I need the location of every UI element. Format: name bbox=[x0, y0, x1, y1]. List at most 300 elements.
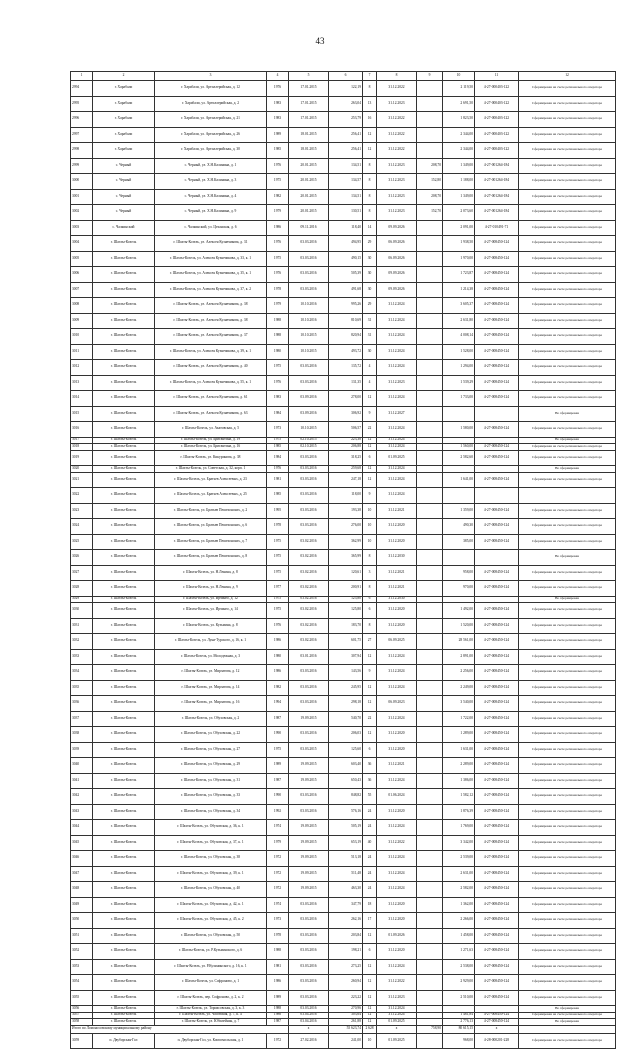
table-row bbox=[71, 406, 616, 422]
cell-area: 270,96 bbox=[329, 1006, 363, 1013]
cell-addr: г. Шахты-Козель, ул. Братьев Пешехонских, д. 8 bbox=[155, 550, 267, 566]
cell-yr: 1979 bbox=[267, 835, 289, 851]
cell-area: 125,60 bbox=[329, 742, 363, 758]
cell-n: 3029 bbox=[71, 596, 93, 603]
cell-loc: г. Шахты-Козель bbox=[93, 618, 155, 634]
column-header: 7 bbox=[363, 72, 377, 81]
cell-n: 3011 bbox=[71, 344, 93, 360]
cell-code: 4-27-008450-124 bbox=[475, 422, 519, 438]
cell-c7: 12 bbox=[363, 143, 377, 159]
cell-addr: г. Шахты-Козель, ул. Алексея Кузнечикова, д. 39, к. 1 bbox=[155, 344, 267, 360]
cell-loc: г. Харабали bbox=[93, 127, 155, 143]
cell-c7: 12 bbox=[363, 696, 377, 712]
cell-c9 bbox=[417, 944, 443, 960]
cell-d1: 09.11.2016 bbox=[289, 220, 329, 236]
cell-d1: 03.03.2016 bbox=[289, 519, 329, 535]
cell-d1: 10.10.2015 bbox=[289, 344, 329, 360]
cell-d2: 31.12.2022 bbox=[377, 127, 417, 143]
cell-c9 bbox=[417, 665, 443, 681]
cell-area: 273,25 bbox=[329, 959, 363, 975]
cell-n: 3046 bbox=[71, 851, 93, 867]
cell-area: 505,39 bbox=[329, 267, 363, 283]
cell-d1: 03.04.2016 bbox=[289, 1019, 329, 1026]
table-row bbox=[71, 773, 616, 789]
cell-loc: г. Шахты-Козель bbox=[93, 835, 155, 851]
cell-d2: 31.12.2024 bbox=[377, 882, 417, 898]
cell-type: Сформирован на счете регионального оператора bbox=[519, 267, 616, 283]
cell-d1: 03.03.2016 bbox=[289, 789, 329, 805]
cell-area: 540,70 bbox=[329, 711, 363, 727]
cell-code: 4-27-008450-124 bbox=[475, 820, 519, 836]
cell-c9 bbox=[417, 711, 443, 727]
cell-sum: 2 249,00 bbox=[443, 680, 475, 696]
table-row bbox=[71, 581, 616, 597]
cell-code bbox=[475, 406, 519, 422]
cell-sum: 28 561,00 bbox=[443, 634, 475, 650]
cell-yr: 1987 bbox=[267, 1019, 289, 1026]
cell-code: 4-27-000403-122 bbox=[475, 143, 519, 159]
cell-addr: г. Шахты-Козель, ул. Обуховская, д. 39, к. 1 bbox=[155, 866, 267, 882]
cell-d1: 03.03.2016 bbox=[289, 472, 329, 488]
cell-code: 4-27-008450-124 bbox=[475, 375, 519, 391]
cell-sum: 1 938,50 bbox=[443, 236, 475, 252]
cell-code: 4-27-008450-124 bbox=[475, 444, 519, 451]
cell-c7: 12 bbox=[363, 1019, 377, 1026]
cell-addr: г. Шахты-Козель, ул. Обуховская, д. 42, к. 1 bbox=[155, 897, 267, 913]
cell-d2: 31.12.2024 bbox=[377, 329, 417, 345]
cell-c7: 9 bbox=[363, 406, 377, 422]
cell-n: 3054 bbox=[71, 975, 93, 991]
cell-c9 bbox=[417, 913, 443, 929]
cell-addr: г. Шахты-Козель, ул. Алексея Кузнечикова, д. 31 bbox=[155, 236, 267, 252]
cell-sum: 1 733,00 bbox=[443, 391, 475, 407]
cell-d2: 09.09.2026 bbox=[377, 220, 417, 236]
cell-d2: 31.12.2020 bbox=[377, 742, 417, 758]
cell-n: 3001 bbox=[71, 189, 93, 205]
cell-area: 820,94 bbox=[329, 329, 363, 345]
table-header bbox=[71, 72, 616, 81]
cell-type: Не сформирован bbox=[519, 406, 616, 422]
table-row bbox=[71, 820, 616, 836]
cell-loc: г. Шахты-Козель bbox=[93, 550, 155, 566]
cell-loc: г. Шахты-Козель bbox=[93, 503, 155, 519]
cell-yr: 1995 bbox=[267, 503, 289, 519]
cell-type: Сформирован на счете регионального оператора bbox=[519, 298, 616, 314]
cell-addr: г. Шахты-Козель, ул. Софроново, д. 1 bbox=[155, 975, 267, 991]
cell-addr: г. Шахты-Козель, ул. Обуховская, д. 50 bbox=[155, 928, 267, 944]
cell-addr: г. Шахты-Козель, ул. Обуховская, д. 45, к. 2 bbox=[155, 913, 267, 929]
column-header: 10 bbox=[443, 72, 475, 81]
cell-c7: 24 bbox=[363, 804, 377, 820]
cell-d1: 03.02.2016 bbox=[289, 581, 329, 597]
cell-code: 4-27-008450-124 bbox=[475, 649, 519, 665]
cell-sum: 1 458,00 bbox=[443, 928, 475, 944]
cell-area: 200,91 bbox=[329, 581, 363, 597]
table-row bbox=[71, 329, 616, 345]
cell-d1: 03.04.2016 bbox=[289, 1012, 329, 1019]
page-number: 43 bbox=[315, 36, 325, 46]
cell-n: 3031 bbox=[71, 618, 93, 634]
cell-addr: г. Шахты-Козель, ул. Обуховская, д. 29 bbox=[155, 758, 267, 774]
cell-d1: 03.03.2016 bbox=[289, 680, 329, 696]
cell-c9 bbox=[417, 742, 443, 758]
cell-c9 bbox=[417, 127, 443, 143]
cell-type: Сформирован на счете регионального оператора bbox=[519, 835, 616, 851]
cell-area: 261,88 bbox=[329, 1019, 363, 1026]
cell-type: Сформирован на счете регионального оператора bbox=[519, 329, 616, 345]
cell-code: 4-27-001264-184 bbox=[475, 158, 519, 174]
cell-code: 4-27-008450-124 bbox=[475, 344, 519, 360]
cell-code: 4-27-008450-124 bbox=[475, 897, 519, 913]
cell-sum: 968,00 bbox=[443, 1033, 475, 1049]
cell-d1: 03.03.2016 bbox=[289, 897, 329, 913]
cell-c7: 12 bbox=[363, 680, 377, 696]
cell-c9 bbox=[417, 649, 443, 665]
cell-addr: г. Шахты-Козель, ул. Р.Кузьминского, д. 6 bbox=[155, 944, 267, 960]
cell-sum bbox=[443, 406, 475, 422]
cell-area: 206,03 bbox=[329, 727, 363, 743]
cell-d1: 20.01.2015 bbox=[289, 158, 329, 174]
cell-area: 298,18 bbox=[329, 696, 363, 712]
cell-loc: г. Харабали bbox=[93, 143, 155, 159]
cell-c7: 30 bbox=[363, 251, 377, 267]
table-row bbox=[71, 665, 616, 681]
cell-addr: г. Шахты-Козель, ул. Обуховская, д. 36, к. 1 bbox=[155, 820, 267, 836]
cell-d2: 31.12.2023 bbox=[377, 990, 417, 1006]
cell-area: 491,68 bbox=[329, 282, 363, 298]
cell-type: Сформирован на счете регионального оператора bbox=[519, 990, 616, 1006]
cell-addr: г. Харабали, ул. Артиллерийская, д. 2 bbox=[155, 96, 267, 112]
cell-area: 135,72 bbox=[329, 360, 363, 376]
cell-area: 493,72 bbox=[329, 344, 363, 360]
table-row bbox=[71, 251, 616, 267]
cell-c7: 8 bbox=[363, 618, 377, 634]
cell-d1: 19.09.2015 bbox=[289, 851, 329, 867]
cell-yr: 1986 bbox=[267, 634, 289, 650]
table-row bbox=[71, 680, 616, 696]
cell-yr: 1976 bbox=[267, 158, 289, 174]
cell-sum: 2 582,60 bbox=[443, 450, 475, 466]
cell-type: Сформирован на счете регионального оператора bbox=[519, 422, 616, 438]
cell-yr: 1975 bbox=[267, 565, 289, 581]
cell-area: 601,75 bbox=[329, 634, 363, 650]
cell-addr: п. Двуборская-Гол, ул. Комсомольская, д. 1 bbox=[155, 1033, 267, 1049]
cell-yr: 1988 bbox=[267, 944, 289, 960]
cell-c9 bbox=[417, 313, 443, 329]
cell-c7: 36 bbox=[363, 773, 377, 789]
cell-addr: г. Шахты-Козель, ул. Братьев Пешехонских, д. 2 bbox=[155, 503, 267, 519]
cell-d1: 03.02.2016 bbox=[289, 550, 329, 566]
total-empty bbox=[519, 1025, 616, 1033]
table-row bbox=[71, 375, 616, 391]
cell-c9 bbox=[417, 503, 443, 519]
cell-c7: 10 bbox=[363, 519, 377, 535]
cell-addr: г. Шахты-Козель, ул. Алексея Кузнечикова, д. 35, к. 1 bbox=[155, 267, 267, 283]
table-row bbox=[71, 360, 616, 376]
cell-loc: г. Шахты-Козель bbox=[93, 742, 155, 758]
cell-yr: 1980 bbox=[267, 649, 289, 665]
cell-c7: 31 bbox=[363, 329, 377, 345]
cell-sum: 2 510,00 bbox=[443, 990, 475, 1006]
cell-c7: 12 bbox=[363, 466, 377, 473]
cell-d2: 31.12.2021 bbox=[377, 758, 417, 774]
cell-n: 3023 bbox=[71, 503, 93, 519]
cell-code: 4-27-008450-124 bbox=[475, 851, 519, 867]
cell-c9: 152,80 bbox=[417, 174, 443, 190]
cell-c7: 22 bbox=[363, 711, 377, 727]
cell-code: 4-28-000201-228 bbox=[475, 1033, 519, 1049]
cell-n: 3002 bbox=[71, 205, 93, 221]
cell-sum: 1 386,00 bbox=[443, 773, 475, 789]
cell-yr: 1989 bbox=[267, 758, 289, 774]
cell-code: 4-27-000403-122 bbox=[475, 112, 519, 128]
cell-loc: с. Черный bbox=[93, 174, 155, 190]
cell-code: 4-27-008450-124 bbox=[475, 990, 519, 1006]
cell-sum: 1 461,84 bbox=[443, 1012, 475, 1019]
cell-yr: 1987 bbox=[267, 773, 289, 789]
table-row bbox=[71, 534, 616, 550]
cell-area: 259,68 bbox=[329, 466, 363, 473]
cell-n: 3040 bbox=[71, 758, 93, 774]
cell-d2: 06.09.2026 bbox=[377, 236, 417, 252]
cell-n: 3045 bbox=[71, 835, 93, 851]
cell-type: Сформирован на счете регионального оператора bbox=[519, 205, 616, 221]
cell-yr: 1981 bbox=[267, 472, 289, 488]
cell-d2: 01.09.2026 bbox=[377, 928, 417, 944]
cell-loc: г. Шахты-Козель bbox=[93, 251, 155, 267]
column-header: 1 bbox=[71, 72, 93, 81]
cell-c9 bbox=[417, 282, 443, 298]
cell-c7: 24 bbox=[363, 851, 377, 867]
cell-d2: 31.12.2021 bbox=[377, 503, 417, 519]
cell-area: 206,88 bbox=[329, 444, 363, 451]
cell-c7: 12 bbox=[363, 127, 377, 143]
cell-loc: г. Шахты-Козель bbox=[93, 466, 155, 473]
cell-type: Сформирован на счете регионального оператора bbox=[519, 158, 616, 174]
cell-d1: 03.02.2016 bbox=[289, 534, 329, 550]
cell-n: 3019 bbox=[71, 450, 93, 466]
cell-yr: 1972 bbox=[267, 851, 289, 867]
cell-d2: 31.12.2023 bbox=[377, 96, 417, 112]
cell-d1: 03.03.2016 bbox=[289, 913, 329, 929]
cell-type: Сформирован на счете регионального оператора bbox=[519, 450, 616, 466]
cell-area: 130,51 bbox=[329, 205, 363, 221]
cell-d1: 03.03.2016 bbox=[289, 928, 329, 944]
cell-addr: с. Черный, ул. Х.Н.Калинина, д. 4 bbox=[155, 189, 267, 205]
cell-d2: 31.12.2030 bbox=[377, 596, 417, 603]
cell-type: Сформирован на счете регионального оператора bbox=[519, 851, 616, 867]
cell-type: Сформирован на счете регионального оператора bbox=[519, 112, 616, 128]
cell-type: Сформирован на счете регионального оператора bbox=[519, 220, 616, 236]
cell-code: 4-27-008450-124 bbox=[475, 742, 519, 758]
cell-d1: 03.03.2016 bbox=[289, 466, 329, 473]
cell-area: 223,38 bbox=[329, 437, 363, 444]
cell-code: 4-27-008450-124 bbox=[475, 773, 519, 789]
cell-d1: 03.03.2016 bbox=[289, 959, 329, 975]
cell-code: 4-27-010491-71 bbox=[475, 220, 519, 236]
cell-c7: 8 bbox=[363, 189, 377, 205]
cell-yr: 1973 bbox=[267, 913, 289, 929]
cell-area: 260,94 bbox=[329, 975, 363, 991]
cell-n: 3015 bbox=[71, 406, 93, 422]
cell-sum: 3 605,37 bbox=[443, 298, 475, 314]
table-row bbox=[71, 1033, 616, 1049]
cell-loc: г. Шахты-Козель bbox=[93, 344, 155, 360]
cell-n: 3013 bbox=[71, 375, 93, 391]
cell-d2: 31.12.2023 bbox=[377, 375, 417, 391]
cell-loc: г. Шахты-Козель bbox=[93, 236, 155, 252]
cell-loc: г. Шахты-Козель bbox=[93, 581, 155, 597]
cell-code: 4-27-008450-124 bbox=[475, 1012, 519, 1019]
header-row bbox=[71, 72, 616, 81]
cell-sum: 1 769,00 bbox=[443, 820, 475, 836]
column-header: 12 bbox=[519, 72, 616, 81]
cell-n: 3000 bbox=[71, 174, 93, 190]
cell-loc: г. Шахты-Козель bbox=[93, 696, 155, 712]
column-header: 9 bbox=[417, 72, 443, 81]
cell-yr: 1987 bbox=[267, 711, 289, 727]
table-row bbox=[71, 634, 616, 650]
table-row bbox=[71, 742, 616, 758]
cell-yr: 1983 bbox=[267, 391, 289, 407]
table-row bbox=[71, 143, 616, 159]
cell-c9 bbox=[417, 882, 443, 898]
table-row bbox=[71, 851, 616, 867]
cell-n: 3025 bbox=[71, 534, 93, 550]
cell-loc: г. Шахты-Козель bbox=[93, 282, 155, 298]
cell-c9 bbox=[417, 804, 443, 820]
cell-code: 4-27-008450-124 bbox=[475, 634, 519, 650]
cell-c7: 36 bbox=[363, 758, 377, 774]
cell-yr: 1974 bbox=[267, 820, 289, 836]
cell-c9 bbox=[417, 789, 443, 805]
table-row bbox=[71, 696, 616, 712]
cell-n: 2994 bbox=[71, 81, 93, 97]
cell-area: 203,84 bbox=[329, 928, 363, 944]
cell-n: 3010 bbox=[71, 329, 93, 345]
cell-area: 120,61 bbox=[329, 565, 363, 581]
cell-d2: 31.12.2024 bbox=[377, 851, 417, 867]
cell-area: 511,48 bbox=[329, 866, 363, 882]
cell-sum: 1 359,00 bbox=[443, 503, 475, 519]
cell-c7: 6 bbox=[363, 742, 377, 758]
cell-loc: г. Шахты-Козель bbox=[93, 488, 155, 504]
cell-n: 3035 bbox=[71, 680, 93, 696]
cell-loc: г. Шахты-Козель bbox=[93, 1006, 155, 1013]
cell-sum: 1 362,00 bbox=[443, 897, 475, 913]
table-row bbox=[71, 313, 616, 329]
cell-area: 603,40 bbox=[329, 758, 363, 774]
cell-d2: 31.12.2024 bbox=[377, 488, 417, 504]
cell-addr: г. Шахты-Козель, ул. Юбилейная, д. 7 bbox=[155, 1019, 267, 1026]
table-row bbox=[71, 990, 616, 1006]
cell-yr: 1975 bbox=[267, 742, 289, 758]
cell-sum: 1 520,00 bbox=[443, 618, 475, 634]
cell-yr: 1988 bbox=[267, 329, 289, 345]
cell-d2: 31.12.2020 bbox=[377, 897, 417, 913]
cell-addr: г. Шахты-Козель, ул. Обуховская, д. 37, к. 1 bbox=[155, 835, 267, 851]
cell-sum: 1 188,00 bbox=[443, 174, 475, 190]
cell-addr: г. Шахты-Козель, ул. Алексея Кузнечикова, д. 37 bbox=[155, 329, 267, 345]
cell-loc: г. Шахты-Козель bbox=[93, 437, 155, 444]
cell-type: Сформирован на счете регионального оператора bbox=[519, 804, 616, 820]
cell-n: 3021 bbox=[71, 472, 93, 488]
table-row bbox=[71, 344, 616, 360]
cell-yr: 1976 bbox=[267, 236, 289, 252]
cell-code: 4-27-008450-124 bbox=[475, 236, 519, 252]
cell-c9: 152,70 bbox=[417, 205, 443, 221]
cell-n: 3049 bbox=[71, 897, 93, 913]
cell-code: 4-27-008450-124 bbox=[475, 711, 519, 727]
cell-d1: 03.09.2016 bbox=[289, 406, 329, 422]
column-header: 3 bbox=[155, 72, 267, 81]
cell-d1: 20.01.2015 bbox=[289, 189, 329, 205]
table-row bbox=[71, 519, 616, 535]
cell-d1: 02.10.2015 bbox=[289, 437, 329, 444]
cell-c7: 8 bbox=[363, 550, 377, 566]
cell-d1: 19.09.2015 bbox=[289, 866, 329, 882]
cell-addr: г. Шахты-Козель, ул. Алексея Кузнечикова, д. 38 bbox=[155, 313, 267, 329]
total-code: х bbox=[475, 1025, 519, 1033]
cell-n: 3059 bbox=[71, 1033, 93, 1049]
cell-type: Сформирован на счете регионального оператора bbox=[519, 742, 616, 758]
cell-d1: 03.02.2016 bbox=[289, 565, 329, 581]
cell-area: 650,43 bbox=[329, 773, 363, 789]
cell-type: Сформирован на счете регионального оператора bbox=[519, 897, 616, 913]
cell-type: Сформирован на счете регионального оператора bbox=[519, 282, 616, 298]
total-label: Итого по Ломоносовскому муниципальному району bbox=[71, 1025, 289, 1033]
total-sum: 80 615,15 bbox=[443, 1025, 475, 1033]
cell-addr: г. Харабали, ул. Артиллерийская, д. 12 bbox=[155, 81, 267, 97]
cell-d1: 19.09.2015 bbox=[289, 711, 329, 727]
cell-code: 4-27-008450-124 bbox=[475, 360, 519, 376]
cell-c7: 30 bbox=[363, 282, 377, 298]
table-row bbox=[71, 96, 616, 112]
total-row bbox=[71, 1025, 616, 1033]
cell-addr: г. Шахты-Козель, ул. Братьев Пешехонских, д. 7 bbox=[155, 534, 267, 550]
cell-sum: 1 528,00 bbox=[443, 344, 475, 360]
cell-loc: г. Шахты-Козель bbox=[93, 820, 155, 836]
cell-area: 241,00 bbox=[329, 1033, 363, 1049]
cell-sum: 2 119,50 bbox=[443, 81, 475, 97]
cell-n: 2997 bbox=[71, 127, 93, 143]
cell-yr: 1978 bbox=[267, 282, 289, 298]
cell-d2: 31.12.2027 bbox=[377, 406, 417, 422]
cell-c7: 16 bbox=[363, 112, 377, 128]
cell-n: 3004 bbox=[71, 236, 93, 252]
cell-n: 3052 bbox=[71, 944, 93, 960]
cell-d1: 03.03.2016 bbox=[289, 975, 329, 991]
cell-sum: 1 560,00 bbox=[443, 444, 475, 451]
cell-type: Сформирован на счете регионального оператора bbox=[519, 603, 616, 619]
cell-d2: 31.12.2024 bbox=[377, 665, 417, 681]
cell-type: Сформирован на счете регионального оператора bbox=[519, 472, 616, 488]
cell-sum: 1 631,00 bbox=[443, 742, 475, 758]
cell-yr: 1988 bbox=[267, 1006, 289, 1013]
cell-addr: г. Шахты-Козель, ул. Бригантина, д. 19 bbox=[155, 437, 267, 444]
cell-d1: 19.09.2015 bbox=[289, 773, 329, 789]
cell-yr: 1975 bbox=[267, 251, 289, 267]
cell-d1: 03.03.2016 bbox=[289, 990, 329, 1006]
cell-loc: г. Шахты-Козель bbox=[93, 727, 155, 743]
column-header: 11 bbox=[475, 72, 519, 81]
cell-c7: 24 bbox=[363, 820, 377, 836]
table-row bbox=[71, 127, 616, 143]
cell-loc: г. Шахты-Козель bbox=[93, 711, 155, 727]
cell-n: 3022 bbox=[71, 488, 93, 504]
cell-c7: 12 bbox=[363, 928, 377, 944]
cell-area: 278,00 bbox=[329, 391, 363, 407]
